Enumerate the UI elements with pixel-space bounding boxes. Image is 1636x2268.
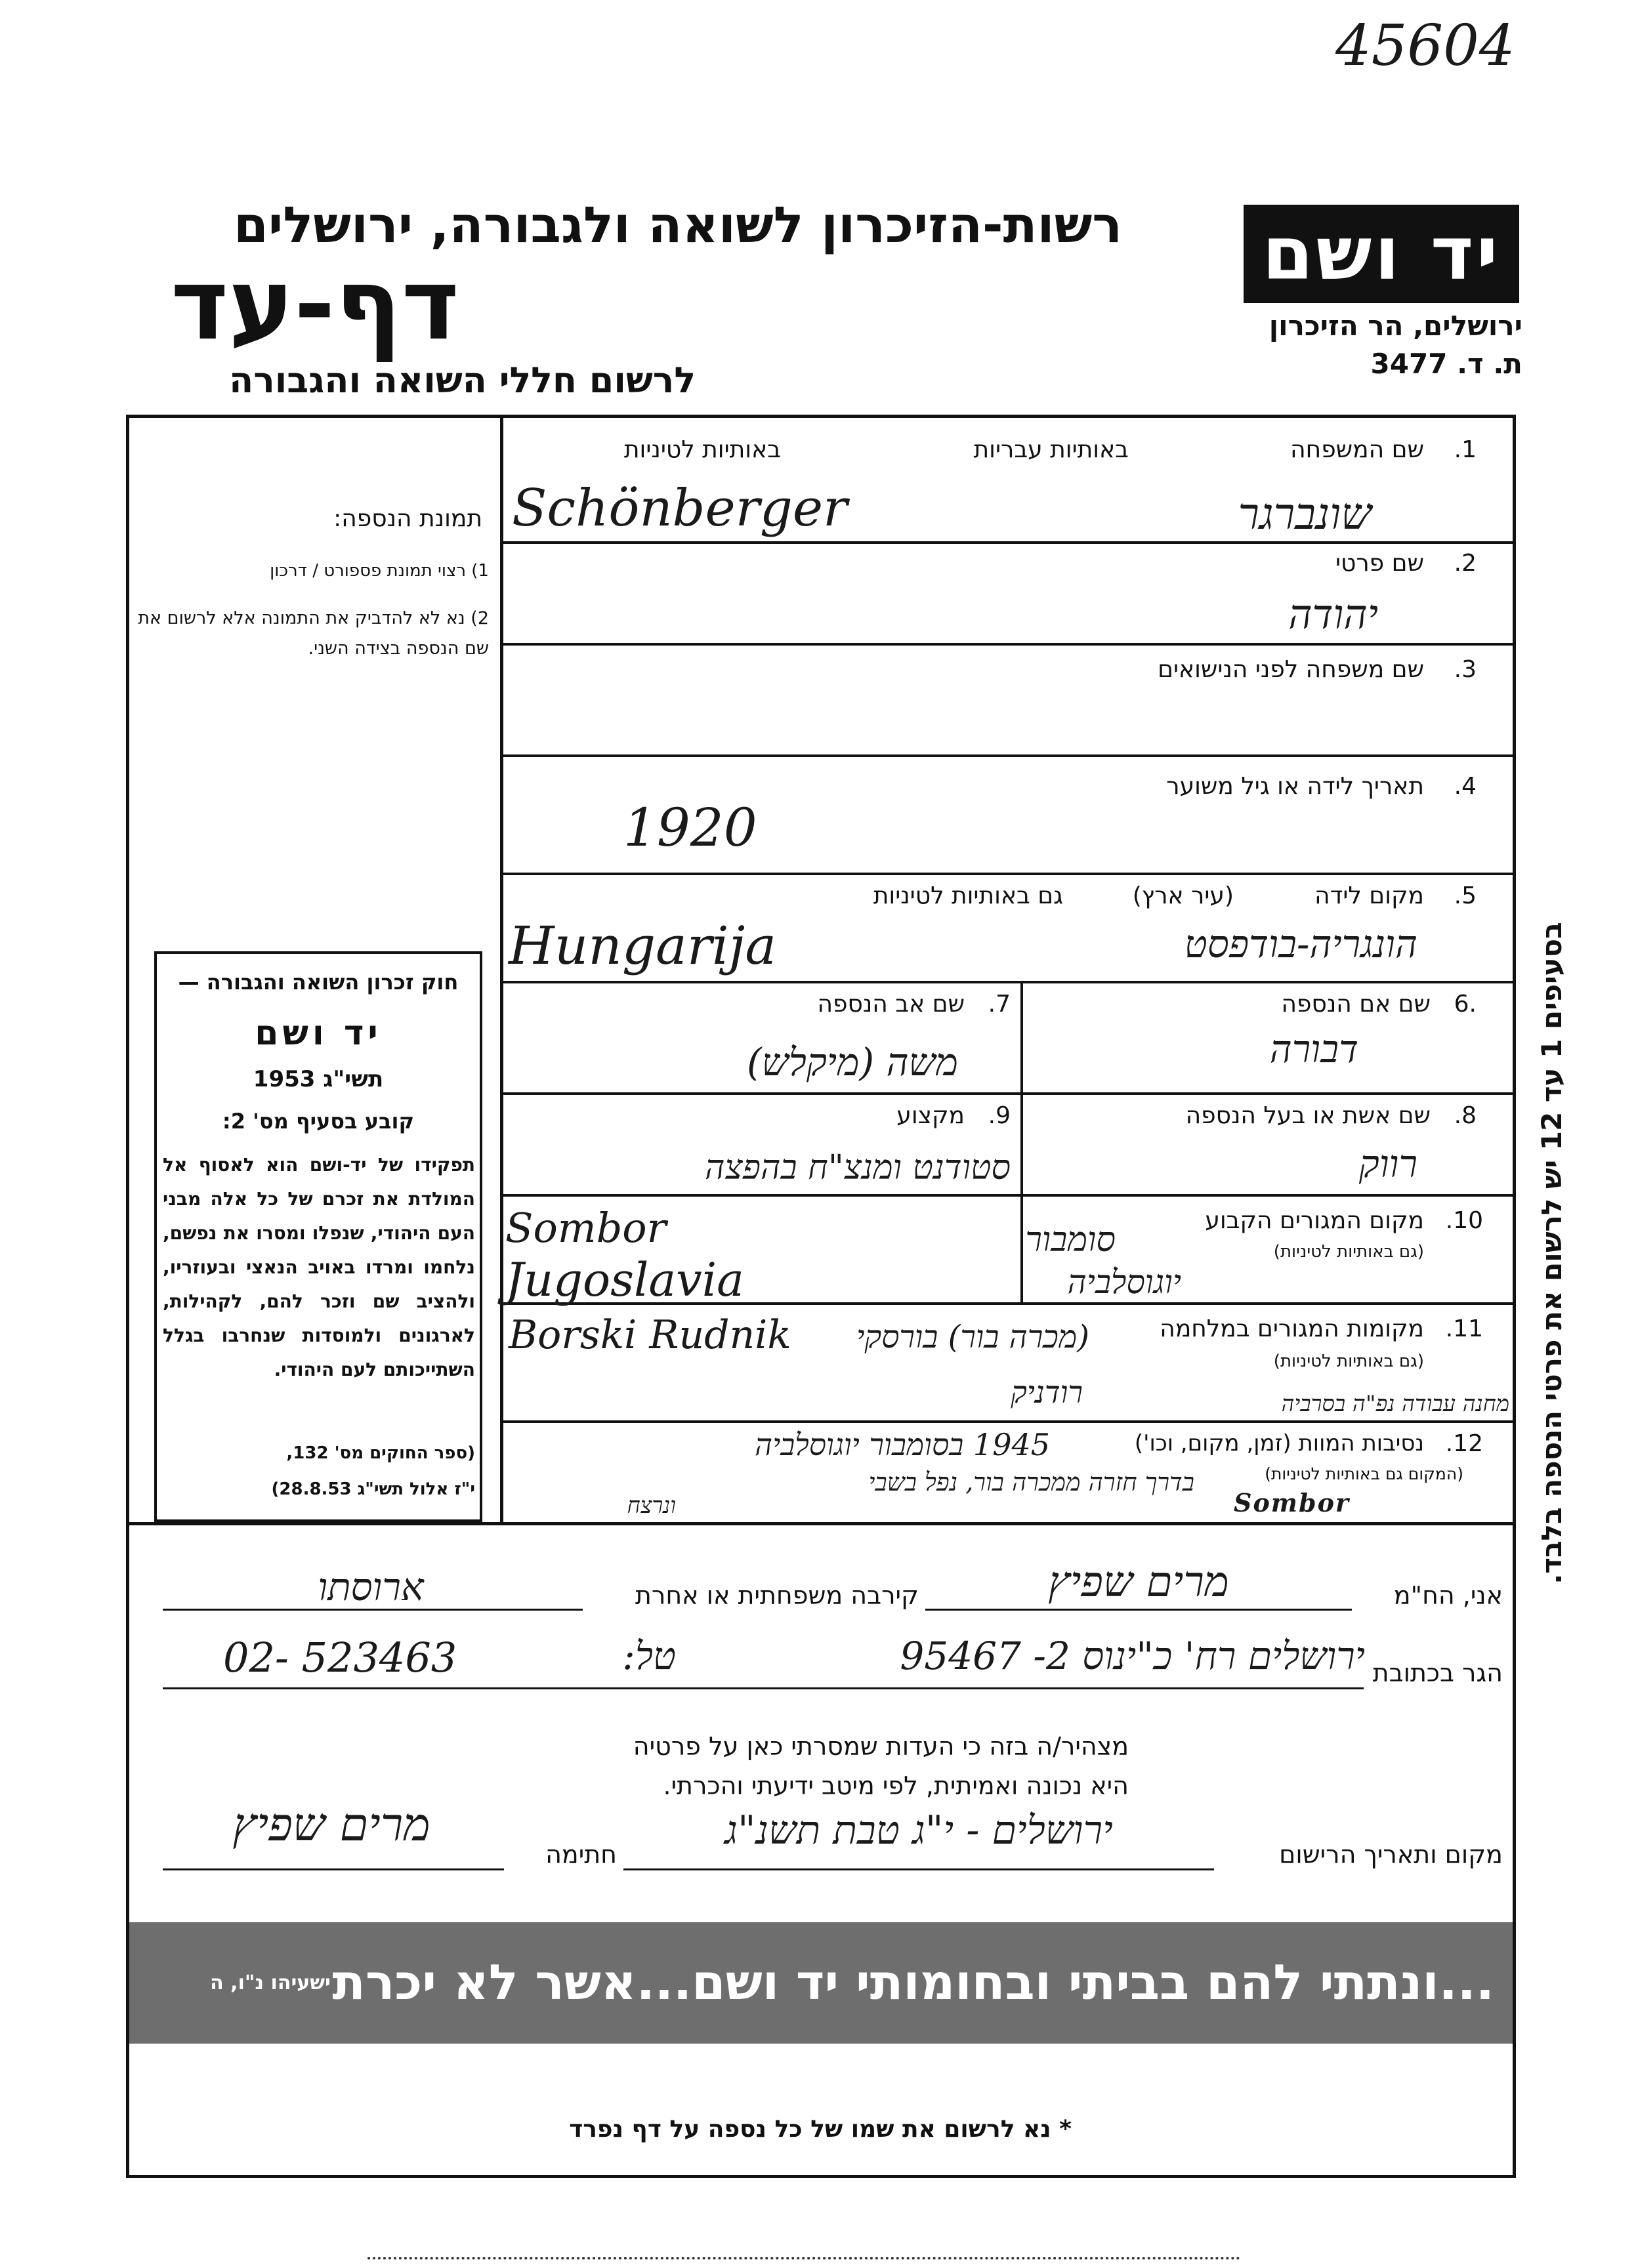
field2-num: 2.: [1454, 550, 1477, 577]
logo-block: [1244, 205, 1519, 303]
quote-banner: [129, 1922, 1513, 2044]
field1-value-latin: Schönberger: [512, 479, 848, 538]
field8-num: 8.: [1454, 1102, 1477, 1129]
field5-label2: (עיר ארץ): [1132, 882, 1234, 909]
field1-latin-col: באותיות לטיניות: [623, 436, 781, 463]
field12-num: 12.: [1445, 1430, 1483, 1457]
field3-label: שם משפחה לפני הנישואים: [1158, 656, 1424, 683]
field5-num: 5.: [1454, 882, 1477, 909]
page-title: דף-עד: [171, 248, 459, 362]
declaration-signature-value: מרים שפיץ: [232, 1798, 430, 1851]
photo-box-note2: 2) נא לא להדביק את התמונה אלא לרשום את שם הנספה בצידה השני.: [138, 608, 489, 659]
field11-value-hebrew1: (מכרה בור) בורסקי: [856, 1319, 1089, 1355]
law-year: תשי"ג 1953: [253, 1066, 384, 1092]
page-subtitle: לרשום חללי השואה והגבורה: [229, 360, 696, 401]
field12-label2: (המקום גם באותיות לטיניות): [1265, 1464, 1463, 1483]
field9-label: מקצוע: [896, 1102, 965, 1129]
declaration-statement1: מצהיר/ה בזה כי העדות שמסרתי כאן על פרטיה: [633, 1732, 1129, 1761]
field5-value-hebrew: הונגריה-בודפסט: [1184, 922, 1417, 966]
law-date: י"ז אלול תשי"ג 28.8.53): [271, 1479, 475, 1499]
field10-value-hebrew2: יוגוסלביה: [1067, 1263, 1181, 1301]
field12-value3: ונרצח: [627, 1493, 676, 1519]
field11-value-hebrew2: רודניק: [1011, 1374, 1083, 1410]
field7-value: משה (מיקלש): [747, 1040, 958, 1084]
field3-num: 3.: [1454, 656, 1477, 683]
field2-value: יהודה: [1288, 590, 1378, 638]
field1-num: 1.: [1454, 436, 1477, 463]
logo-city: ירושלים, הר הזיכרון: [1269, 310, 1522, 342]
side-note: בסעיפים 1 עד 12 יש לרשום את פרטי הנספה בלבד.: [1536, 922, 1568, 1584]
field12-value-latin: Sombor: [1234, 1488, 1350, 1517]
photo-box-note1: 1) רצוי תמונת פספורט / דרכון: [270, 561, 489, 581]
law-name: יד ושם: [255, 1014, 382, 1053]
field4-label: תאריך לידה או גיל משוער: [1166, 773, 1424, 800]
field6-num: .6: [1454, 991, 1477, 1018]
declaration-signature-label: חתימה: [545, 1840, 617, 1869]
field8-label: שם אשת או בעל הנספה: [1185, 1102, 1431, 1129]
field11-value-latin: Borski Rudnik: [509, 1312, 791, 1358]
law-text: תפקידו של יד-ושם הוא לאסוף אל המולדת את זכרם של כל אלה מבני העם היהודי, שנפלו ומסרו את נפשם, נלחמו ומרדו באויב הנאצי ובעוזריו, ולהציב שם וזכר להם, לקהילות, לארגונים ולמוסדות שנחרבו בגלל השתייכותם לעם היהודי.: [163, 1154, 475, 1380]
field10-value-latin2: Jugoslavia: [505, 1253, 744, 1307]
declaration-phone-value: 02- 523463: [223, 1634, 457, 1681]
logo-po-box: ת. ד. 3477: [1370, 348, 1522, 380]
authority-title: רשות-הזיכרון לשואה ולגבורה, ירושלים: [234, 196, 1122, 254]
declaration-relation-label: קירבה משפחתית או אחרת: [635, 1581, 919, 1610]
declaration-relation-value: ארוסתו: [318, 1565, 424, 1609]
photo-box-title: תמונת הנספה:: [333, 505, 482, 532]
field10-num: 10.: [1445, 1207, 1483, 1234]
law-heading: חוק זכרון השואה והגבורה —: [178, 970, 459, 995]
field10-label2: (גם באותיות לטיניות): [1273, 1242, 1424, 1262]
field10-value-hebrew1: סומבור: [1025, 1220, 1116, 1260]
field5-label: מקום לידה: [1314, 882, 1424, 909]
field11-label2: (גם באותיות לטיניות): [1273, 1351, 1424, 1371]
field6-value: דבורה: [1269, 1027, 1358, 1071]
field10-value-latin1: Sombor: [505, 1204, 667, 1252]
field11-label: מקומות המגורים במלחמה: [1160, 1315, 1424, 1342]
field2-label: שם פרטי: [1335, 550, 1424, 577]
field1-label: שם המשפחה: [1290, 436, 1424, 463]
footer-note: * נא לרשום את שמו של כל נספה על דף נפרד: [569, 2116, 1072, 2143]
field12-value1: 1945 בסומבור יוגוסלביה: [755, 1427, 1050, 1462]
field7-label: שם אב הנספה: [817, 991, 965, 1018]
field11-value-hebrew3: מחנה עבודה נפ"ה בסרביה: [1281, 1391, 1509, 1417]
declaration-address-value: ירושלים רח' כ"ינוס 2- 95467: [900, 1634, 1365, 1678]
field9-value: סטודנט ומנצ"ח בהפצה: [705, 1148, 1011, 1187]
logo-text: יד ושם: [1262, 211, 1501, 297]
field5-value-latin: Hungarija: [509, 915, 777, 976]
field5-latin-col: גם באותיות לטיניות: [873, 882, 1063, 909]
field1-value-hebrew: שונברגר: [1238, 489, 1372, 539]
declaration-address-label: הגר בכתובת: [1372, 1659, 1503, 1687]
field7-num: 7.: [988, 991, 1011, 1018]
field9-num: 9.: [988, 1102, 1011, 1129]
field11-num: 11.: [1445, 1315, 1483, 1342]
field10-label: מקום המגורים הקבוע: [1205, 1207, 1424, 1234]
declaration-i-value: מרים שפיץ: [1048, 1558, 1229, 1607]
declaration-statement2: היא נכונה ואמיתית, לפי מיטב ידיעתי והכרתי.: [663, 1771, 1129, 1800]
banner-source: ישעיהו נ"ו, ה: [210, 1971, 331, 1994]
banner-quote: ...ונתתי להם בביתי ובחומותי יד ושם...אשר לא יכרת: [332, 1954, 1494, 2011]
field1-hebrew-col: באותיות עבריות: [973, 436, 1129, 463]
declaration-phone-label: טל:: [622, 1634, 676, 1678]
field6-label: שם אם הנספה: [1281, 991, 1431, 1018]
declaration-i-label: אני, הח"מ: [1393, 1581, 1503, 1610]
field12-value2: בדרך חזרה ממכרה בור, נפל בשבי: [868, 1468, 1194, 1496]
law-section: קובע בסעיף מס' 2:: [222, 1109, 415, 1134]
field4-num: 4.: [1454, 773, 1477, 800]
file-number: 45604: [1335, 13, 1515, 79]
law-source: (ספר החוקים מס' 132,: [286, 1443, 475, 1463]
field8-value: רווק: [1358, 1142, 1417, 1186]
declaration-place-date-label: מקום ותאריך הרישום: [1279, 1840, 1503, 1869]
field4-value: 1920: [623, 797, 757, 858]
field12-label: נסיבות המוות (זמן, מקום, וכו'): [1134, 1430, 1424, 1456]
declaration-place-date-value: ירושלים - י"ג טבת תשנ"ג: [724, 1807, 1113, 1853]
page-edge: [367, 2257, 1240, 2266]
